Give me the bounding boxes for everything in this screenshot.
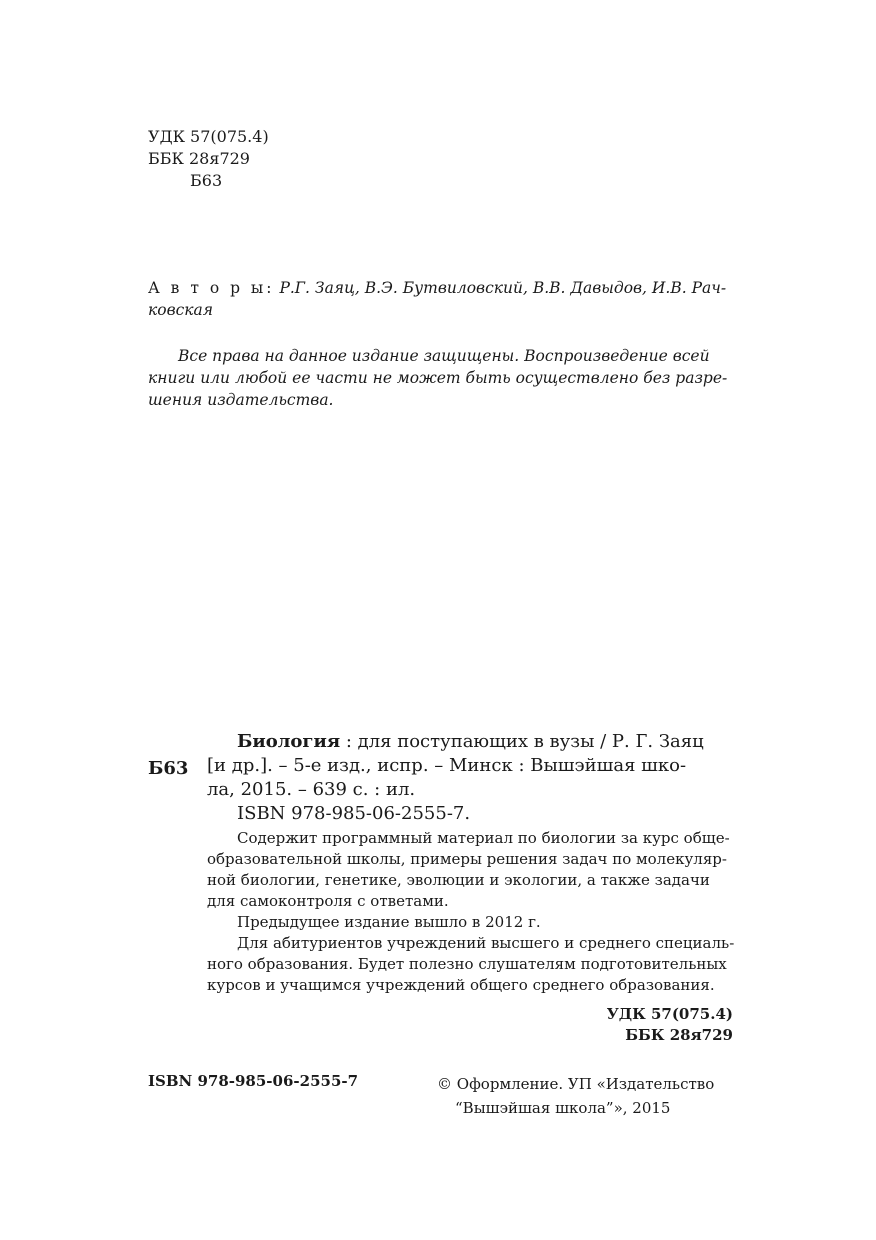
entry-line-3: ла, 2015. – 639 с. : ил. (207, 779, 416, 800)
udk-code: УДК 57(075.4) (148, 127, 269, 146)
copyright-notice (437, 1072, 714, 1120)
bibliographic-entry (207, 730, 734, 826)
authors-block (148, 277, 733, 321)
annotation (207, 828, 734, 996)
rights-notice (148, 345, 733, 411)
copyright-line-2: “Вышэйшая школа”», 2015 (455, 1099, 671, 1117)
entry-title: Биология (237, 731, 341, 752)
udk-code-bottom: УДК 57(075.4) (606, 1005, 733, 1023)
annotation-line: образовательной школы, примеры решения задач по молекуляр- (207, 850, 727, 868)
entry-author-mark: Б63 (148, 758, 189, 779)
annotation-line: для самоконтроля с ответами. (207, 892, 449, 910)
copyright-line-1: © Оформление. УП «Издательство (437, 1075, 715, 1093)
classification-block-bottom (607, 1004, 733, 1046)
entry-title-rest: : для поступающих в вузы / Р. Г. Заяц (340, 731, 704, 752)
entry-line-1 (207, 730, 734, 754)
authors-line-2: ковская (148, 301, 214, 319)
authors-line-1 (148, 277, 733, 299)
rights-line-2: книги или любой ее части не может быть осуществлено без разре- (148, 369, 728, 387)
author-mark: Б63 (190, 171, 223, 190)
bbk-code: ББК 28я729 (148, 149, 250, 168)
rights-line-1: Все права на данное издание защищены. Воспроизведение всей (178, 347, 710, 365)
annotation-line: ной биологии, генетике, эволюции и экологии, а также задачи (207, 871, 710, 889)
authors-label: А в т о р ы: (148, 279, 275, 297)
annotation-line: ного образования. Будет полезно слушателям подготовительных (207, 955, 727, 973)
entry-line-2: [и др.]. – 5-е изд., испр. – Минск : Вышэйшая шко- (207, 755, 687, 776)
bbk-code-bottom: ББК 28я729 (625, 1026, 733, 1044)
annotation-line: курсов и учащимся учреждений общего среднего образования. (207, 976, 715, 994)
annotation-line: Предыдущее издание вышло в 2012 г. (237, 913, 541, 931)
isbn: ISBN 978-985-06-2555-7 (148, 1072, 359, 1090)
authors-names: Р.Г. Заяц, В.Э. Бутвиловский, В.В. Давыдов, И.В. Рач- (279, 279, 727, 297)
rights-line-3: шения издательства. (148, 391, 334, 409)
classification-block-top (148, 126, 269, 192)
annotation-line: Содержит программный материал по биологии за курс обще- (237, 829, 730, 847)
entry-isbn: ISBN 978-985-06-2555-7. (237, 803, 471, 824)
annotation-line: Для абитуриентов учреждений высшего и среднего специаль- (237, 934, 735, 952)
